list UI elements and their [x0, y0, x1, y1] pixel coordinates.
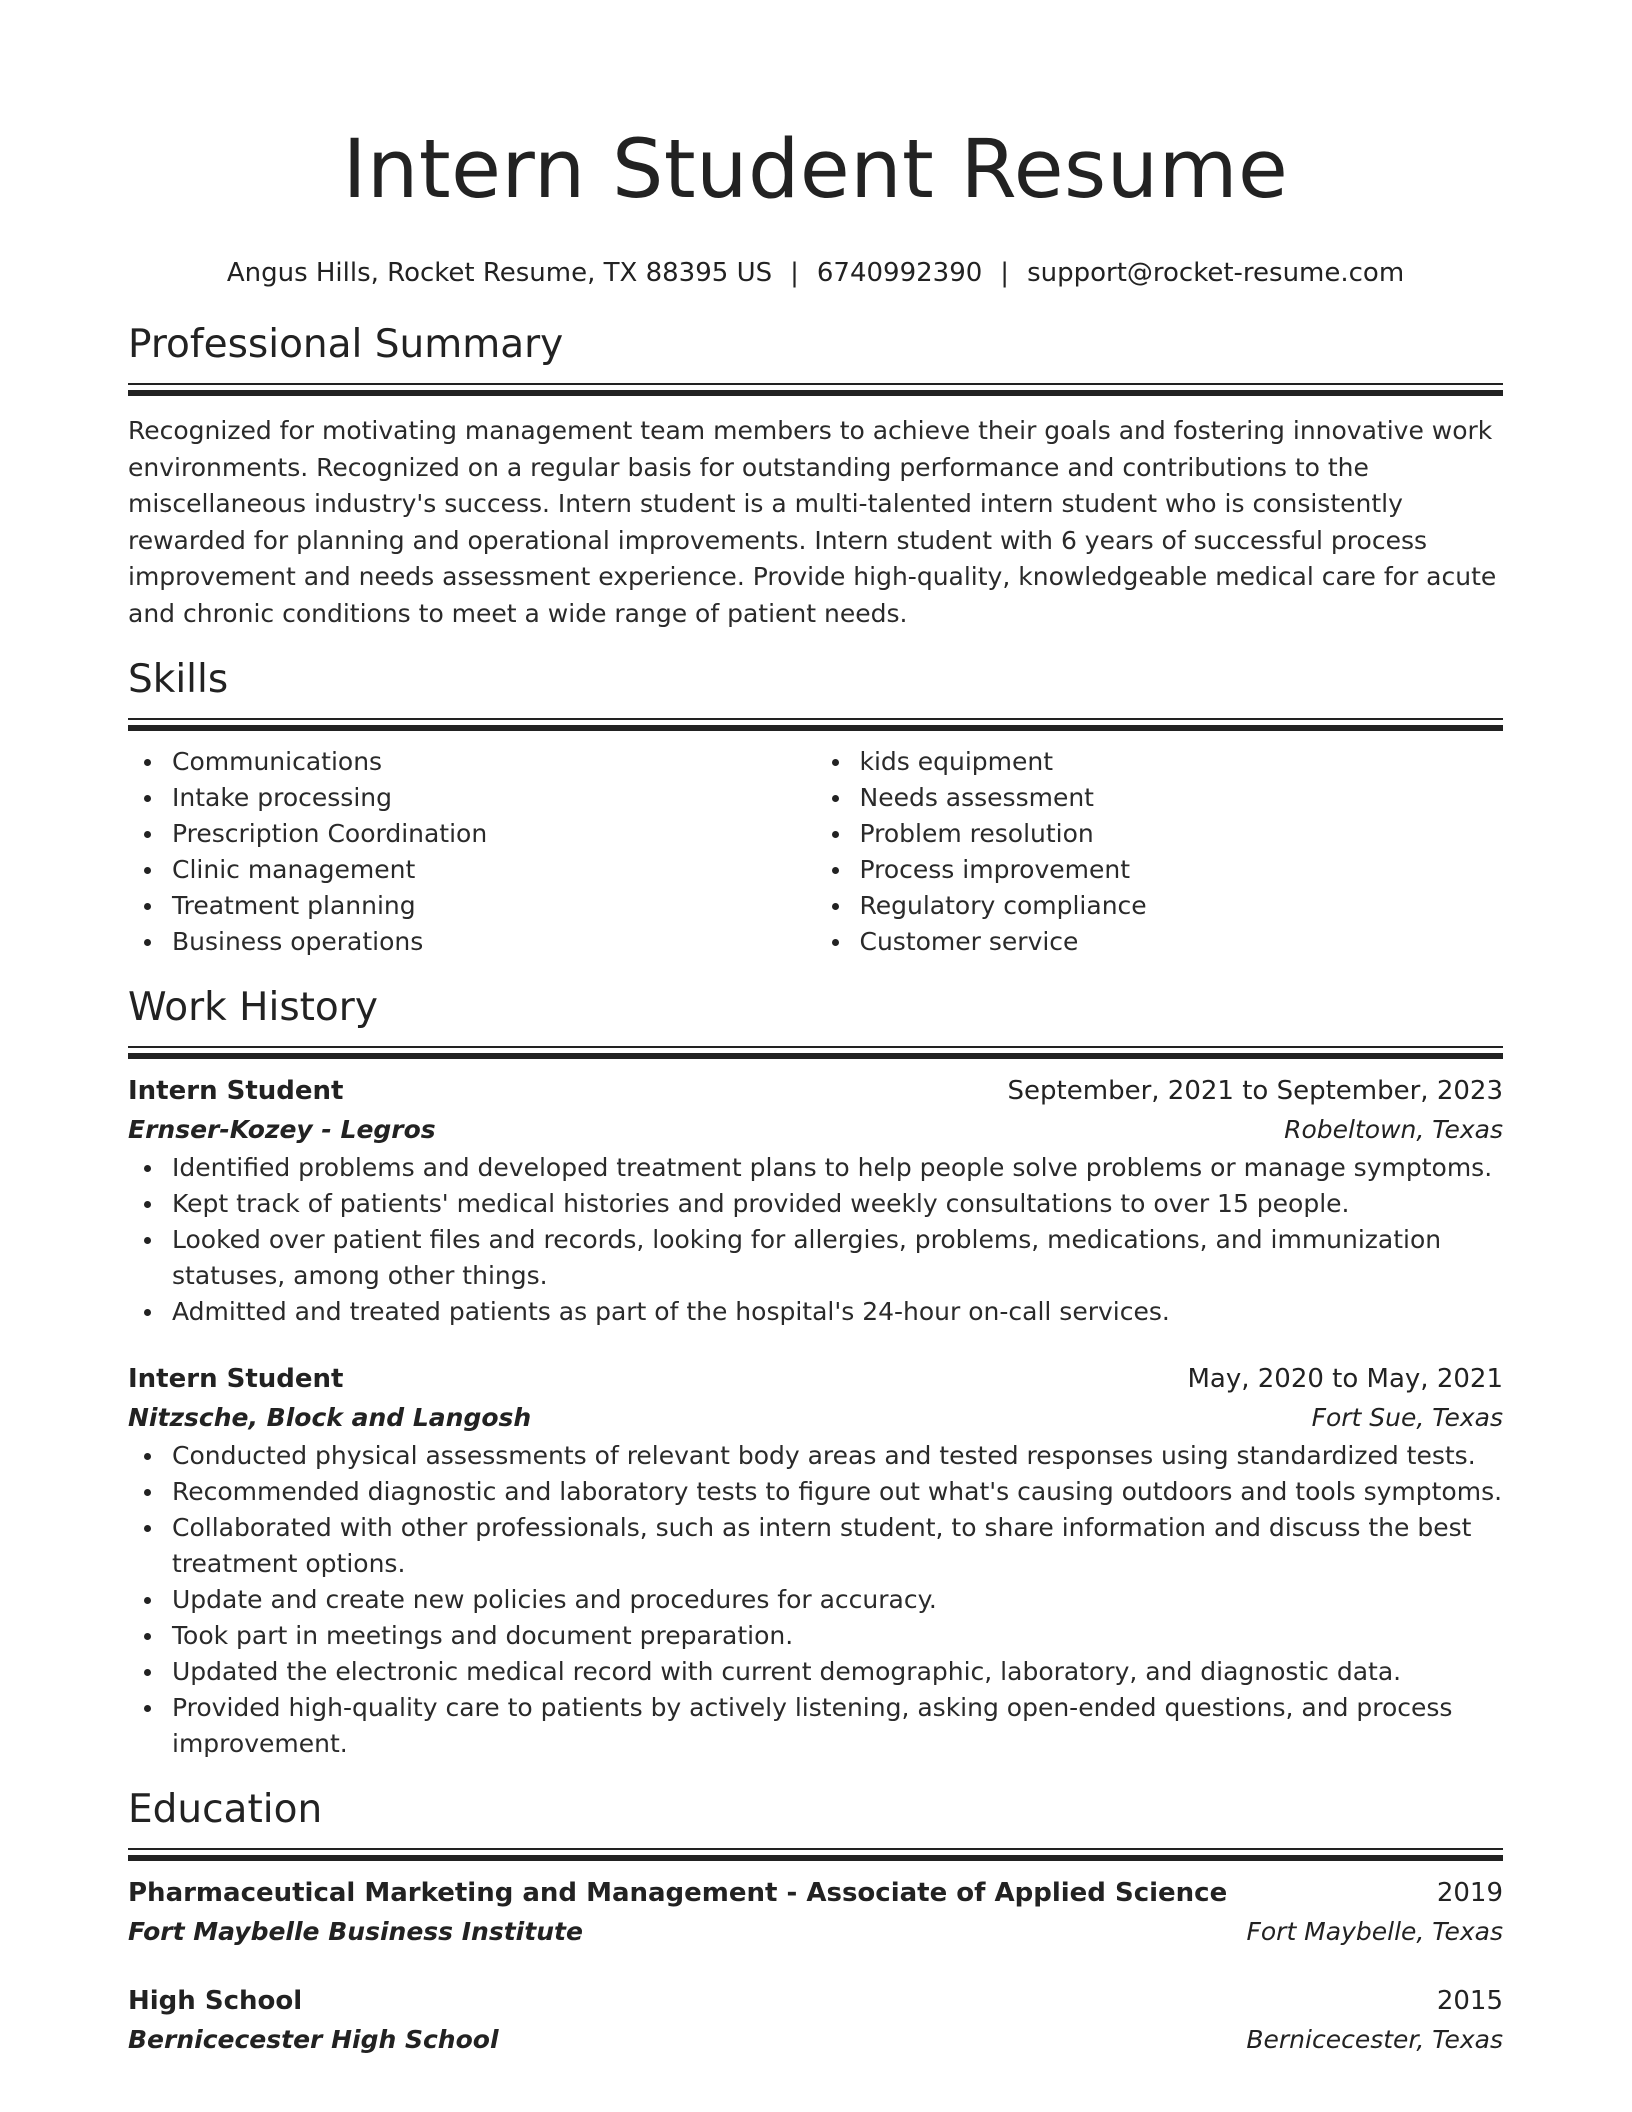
summary-section [128, 319, 1503, 632]
education-entry [128, 1982, 1503, 2060]
skill-item: Business operations [172, 924, 816, 960]
job-location: Fort Sue, Texas [1311, 1403, 1503, 1432]
education-entry [128, 1874, 1503, 1952]
section-divider [128, 718, 1503, 732]
resume-title: Intern Student Resume [342, 123, 1289, 217]
skill-item: Needs assessment [860, 780, 1504, 816]
contact-phone: 6740992390 [816, 258, 983, 288]
skill-item: Intake processing [172, 780, 816, 816]
degree-name: Pharmaceutical Marketing and Management - Associate of Applied Science [128, 1878, 1228, 1908]
skill-item: Problem resolution [860, 816, 1504, 852]
company-name: Ernser-Kozey - Legros [128, 1115, 436, 1144]
section-heading: Work History [128, 985, 378, 1030]
section-heading: Professional Summary [128, 322, 564, 367]
skill-item: Prescription Coordination [172, 816, 816, 852]
job-dates: May, 2020 to May, 2021 [1187, 1364, 1503, 1394]
contact-line [128, 255, 1503, 291]
job-entry [128, 1360, 1503, 1762]
contact-email: support@rocket-resume.com [1027, 258, 1405, 288]
summary-text: Recognized for motivating management team members to achieve their goals and fostering innovative work environments. Recognized on a regular basis for outstanding performance and contributions to the miscellaneous industry's success. Intern student is a multi-talented intern student who is consistently rewarded for planning and operational improvements. Intern student with 6 years of successful process improvement and needs assessment experience. Provide high-quality, knowledgeable medical care for acute and chronic conditions to meet a wide range of patient needs. [128, 416, 1497, 628]
skills-column-right [816, 744, 1504, 960]
skills-section [128, 654, 1503, 960]
duty-item: Updated the electronic medical record with current demographic, laboratory, and diagnostic data. [172, 1654, 1503, 1690]
graduation-year: 2019 [1436, 1878, 1503, 1908]
skill-item: Clinic management [172, 852, 816, 888]
contact-address: Angus Hills, Rocket Resume, TX 88395 US [226, 258, 773, 288]
skill-item: Communications [172, 744, 816, 780]
skill-item: kids equipment [860, 744, 1504, 780]
school-name: Fort Maybelle Business Institute [128, 1917, 583, 1946]
job-duties [128, 1150, 1503, 1330]
section-heading: Education [128, 1787, 323, 1832]
duty-item: Identified problems and developed treatment plans to help people solve problems or manage symptoms. [172, 1150, 1503, 1186]
graduation-year: 2015 [1436, 1986, 1503, 2016]
skills-list [128, 744, 1503, 960]
job-entry [128, 1072, 1503, 1330]
duty-item: Admitted and treated patients as part of the hospital's 24-hour on-call services. [172, 1294, 1503, 1330]
education-section [128, 1784, 1503, 2060]
job-title: Intern Student [128, 1076, 344, 1106]
section-heading: Skills [128, 657, 229, 702]
job-location: Robeltown, Texas [1284, 1115, 1503, 1144]
duty-item: Update and create new policies and procedures for accuracy. [172, 1582, 1503, 1618]
section-divider [128, 1848, 1503, 1862]
section-divider [128, 383, 1503, 397]
degree-name: High School [128, 1986, 303, 2016]
duty-item: Took part in meetings and document preparation. [172, 1618, 1503, 1654]
section-divider [128, 1046, 1503, 1060]
school-name: Bernicecester High School [128, 2025, 499, 2054]
job-duties [128, 1438, 1503, 1762]
duty-item: Collaborated with other professionals, such as intern student, to share information and discuss the best treatment options. [172, 1510, 1503, 1582]
duty-item: Recommended diagnostic and laboratory tests to figure out what's causing outdoors and tools symptoms. [172, 1474, 1503, 1510]
duty-item: Kept track of patients' medical histories and provided weekly consultations to over 15 people. [172, 1186, 1503, 1222]
skill-item: Regulatory compliance [860, 888, 1504, 924]
duty-item: Conducted physical assessments of relevant body areas and tested responses using standardized tests. [172, 1438, 1503, 1474]
skill-item: Customer service [860, 924, 1504, 960]
company-name: Nitzsche, Block and Langosh [128, 1403, 532, 1432]
contact-separator: | [790, 258, 799, 288]
job-title: Intern Student [128, 1364, 344, 1394]
duty-item: Provided high-quality care to patients by actively listening, asking open-ended questions, and process improvement. [172, 1690, 1503, 1762]
skill-item: Treatment planning [172, 888, 816, 924]
job-dates: September, 2021 to September, 2023 [1007, 1076, 1503, 1106]
work-history-section [128, 982, 1503, 1762]
skills-column-left [128, 744, 816, 960]
duty-item: Looked over patient files and records, looking for allergies, problems, medications, and immunization statuses, among other things. [172, 1222, 1503, 1294]
school-location: Bernicecester, Texas [1246, 2025, 1503, 2054]
skill-item: Process improvement [860, 852, 1504, 888]
school-location: Fort Maybelle, Texas [1246, 1917, 1503, 1946]
contact-separator: | [1000, 258, 1010, 288]
